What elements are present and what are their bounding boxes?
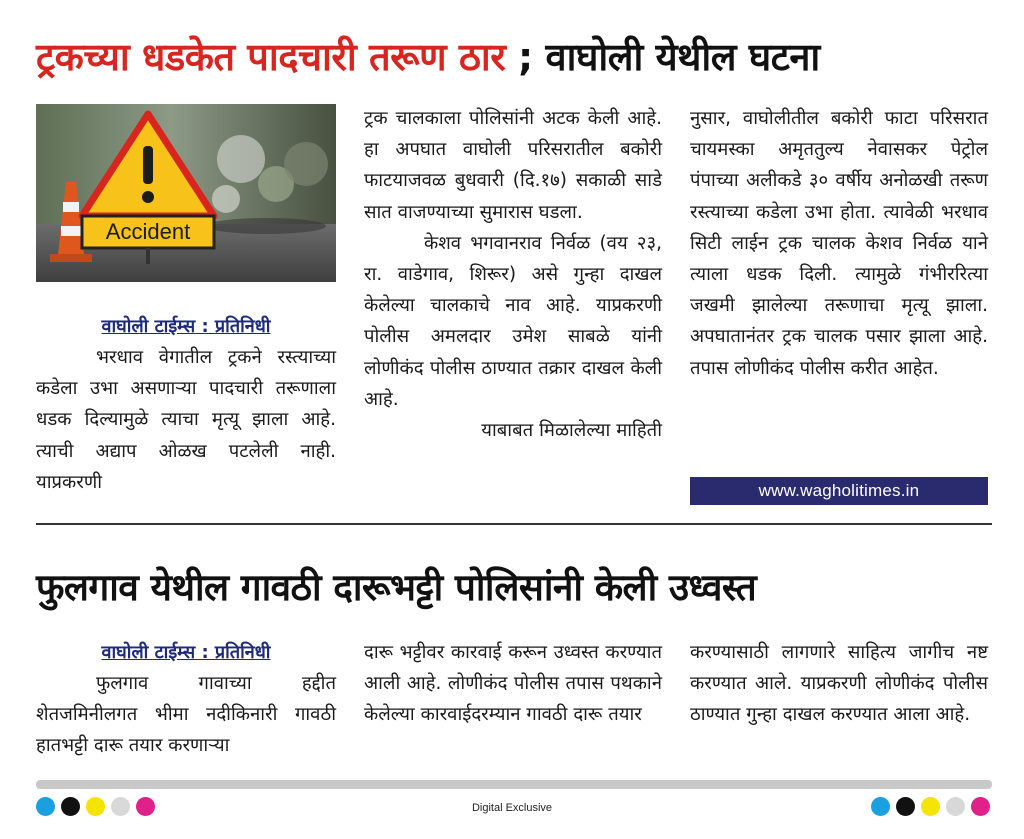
accident-photo — [36, 104, 336, 282]
registration-dot-cyan — [871, 797, 890, 816]
story1-column-3 — [690, 103, 988, 384]
story2-col3-paragraph: करण्यासाठी लागणारे साहित्य जागीच नष्ट करण्यात आले. याप्रकरणी लोणीकंद पोलीस ठाण्यात गुन्हा दाखल करण्यात आला आहे. — [690, 642, 988, 726]
digital-exclusive-label: Digital Exclusive — [471, 802, 553, 814]
registration-dot-magenta — [971, 797, 990, 816]
story1-col2-paragraph-3: याबाबत मिळालेल्या माहिती — [481, 420, 662, 442]
story2-column-2 — [364, 637, 662, 731]
registration-dot-gray — [946, 797, 965, 816]
story1-column-1 — [36, 311, 336, 498]
registration-marks-right — [871, 797, 990, 816]
website-banner: www.wagholitimes.in — [690, 477, 988, 505]
story1-headline-black: ; वाघोली येथील घटना — [505, 35, 820, 79]
registration-dot-yellow — [921, 797, 940, 816]
story2-col2-paragraph: दारू भट्टीवर कारवाई करून उध्वस्त करण्यात आली आहे. लोणीकंद पोलीस तपास पथकाने केलेल्या कारवाईदरम्यान गावठी दारू तयार — [364, 642, 662, 726]
story2-column-1 — [36, 637, 336, 762]
story2-headline: फुलगाव येथील गावठी दारूभट्टी पोलिसांनी केली उध्वस्त — [36, 566, 757, 609]
registration-dot-black — [896, 797, 915, 816]
story1-column-2 — [364, 103, 662, 446]
story1-headline — [36, 26, 992, 88]
story2-col1-paragraph: फुलगाव गावाच्या हद्दीत शेतजमिनीलगत भीमा नदीकिनारी गावठी हातभट्टी दारू तयार करणाऱ्या — [36, 673, 336, 757]
story1-headline-red: ट्रकच्या धडकेत पादचारी तरूण ठार — [36, 35, 506, 79]
story1-col3-paragraph: नुसार, वाघोलीतील बकोरी फाटा परिसरात चायमस्का अमृततुल्य नेवासकर पेट्रोल पंपाच्या अलीकडे ३० वर्षीय अनोळखी तरूण रस्त्याच्या कडेला उभा होता. त्यावेळी भरधाव सिटी लाईन ट्रक चालक केशव निर्वळ याने त्याला धडक दिली. त्यामुळे गंभीररित्या जखमी झालेल्या तरूणाचा मृत्यू झाला. अपघातानंतर ट्रक चालक पसार झाला आहे. तपास लोणीकंद पोलीस करीत आहेत. — [690, 108, 988, 379]
story1-col2-paragraph-1: ट्रक चालकाला पोलिसांनी अटक केली आहे. हा अपघात वाघोली परिसरातील बकोरी फाटयाजवळ बुधवारी (दि.१७) सकाळी साडे सात वाजण्याच्या सुमारास घडला. — [364, 108, 662, 223]
story1-col2-paragraph-2: केशव भगवानराव निर्वळ (वय २३, रा. वाडेगाव, शिरूर) असे गुन्हा दाखल केलेल्या चालकाचे नाव आहे. याप्रकरणी पोलीस अमलदार उमेश साबळे यांनी लोणीकंद पोलीस ठाण्यात तक्रार दाखल केली आहे. — [364, 232, 662, 410]
story1-byline: वाघोली टाईम्स : प्रतिनिधी — [101, 316, 271, 337]
story1-col1-paragraph: भरधाव वेगातील ट्रकने रस्त्याच्या कडेला उभा असणाऱ्या पादचारी तरूणाला धडक दिल्यामुळे त्याचा मृत्यू झाला आहे. त्याची अद्याप ओळख पटलेली नाही. याप्रकरणी — [36, 347, 336, 493]
section-divider — [36, 523, 992, 525]
bottom-gray-bar — [36, 780, 992, 789]
story2-column-3 — [690, 637, 988, 731]
story2-byline: वाघोली टाईम्स : प्रतिनिधी — [101, 642, 271, 663]
accident-sign-text: Accident — [105, 219, 191, 244]
